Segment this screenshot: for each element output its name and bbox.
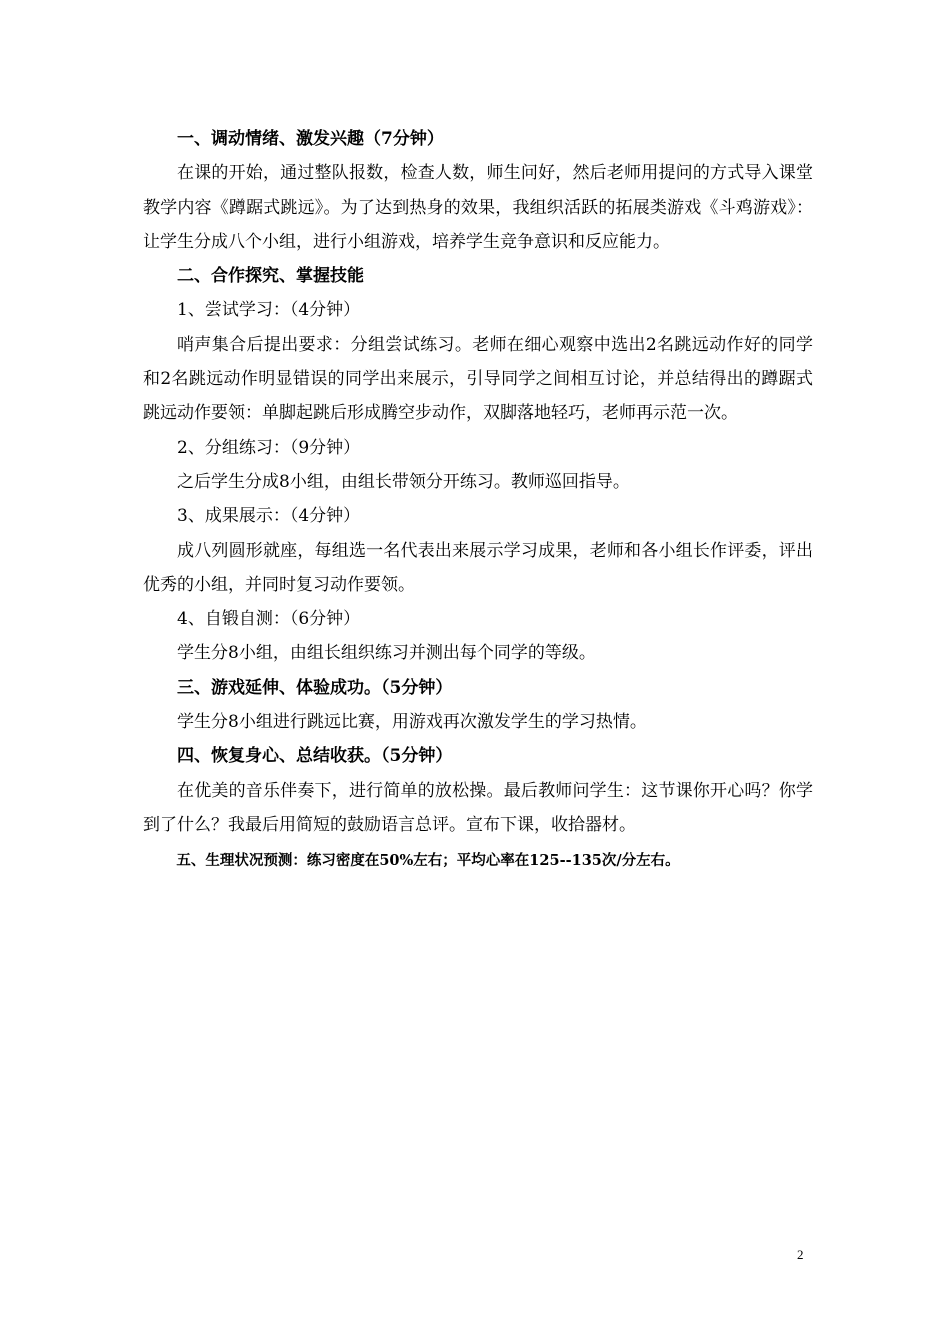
- subheading-try-learning: 1、尝试学习：（4分钟）: [177, 300, 361, 321]
- paragraph-results-show: 成八列圆形就座，每组选一名代表出来展示学习成果，老师和各小组长作评委，评出优秀的小组，并同时复习动作要领。: [143, 540, 813, 595]
- section-heading-1: 一、调动情绪、激发兴趣（7分钟）: [177, 129, 444, 149]
- section-heading-4: 四、恢复身心、总结收获。（5分钟）: [177, 746, 453, 767]
- subheading-group-practice: 2、分组练习：（9分钟）: [177, 437, 361, 458]
- subheading-results-show: 3、成果展示：（4分钟）: [177, 506, 361, 527]
- paragraph-game-extension: 学生分8小组进行跳远比赛，用游戏再次激发学生的学习热情。: [177, 712, 647, 733]
- paragraph-try-learning: 哨声集合后提出要求：分组尝试练习。老师在细心观察中选出2名跳远动作好的同学和2名跳远动作明显错误的同学出来展示，引导同学之间相互讨论，并总结得出的蹲踞式跳远动作要领：单脚起跳后形成腾空步动作，双脚落地轻巧，老师再示范一次。: [143, 334, 813, 424]
- section-heading-3: 三、游戏延伸、体验成功。（5分钟）: [177, 677, 453, 698]
- section-heading-5: 五、生理状况预测：练习密度在50%左右；平均心率在125--135次/分左右。: [176, 852, 680, 870]
- section-heading-2: 二、合作探究、掌握技能: [177, 266, 364, 287]
- paragraph-intro: 在课的开始，通过整队报数，检查人数，师生问好，然后老师用提问的方式导入课堂教学内容《蹲踞式跳远》。为了达到热身的效果，我组织活跃的拓展类游戏《斗鸡游戏》：让学生分成八个小组，进行小组游戏，培养学生竞争意识和反应能力。: [143, 163, 813, 252]
- paragraph-recovery: 在优美的音乐伴奏下，进行简单的放松操。最后教师问学生：这节课你开心吗？你学到了什么？我最后用简短的鼓励语言总评。宣布下课，收拾器材。: [143, 780, 813, 835]
- page-number: 2: [797, 1247, 804, 1262]
- paragraph-self-test: 学生分8小组，由组长组织练习并测出每个同学的等级。: [177, 643, 596, 664]
- paragraph-group-practice: 之后学生分成8小组，由组长带领分开练习。教师巡回指导。: [177, 471, 630, 492]
- subheading-self-test: 4、自锻自测：（6分钟）: [177, 609, 361, 630]
- document-body: [143, 122, 813, 879]
